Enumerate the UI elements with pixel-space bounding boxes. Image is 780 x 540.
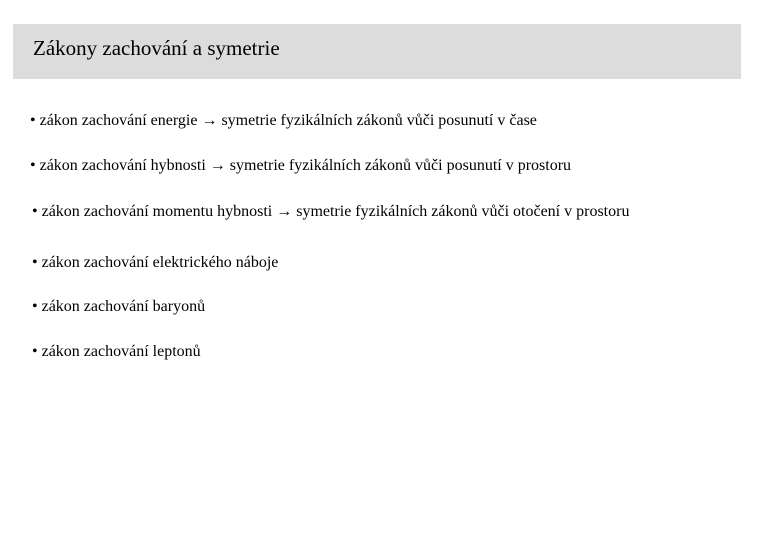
bullet-item-electric-charge: • zákon zachování elektrického náboje	[32, 254, 279, 271]
bullet-item-leptons: • zákon zachování leptonů	[32, 343, 201, 360]
slide-title: Zákony zachování a symetrie	[33, 36, 280, 60]
bullet-item-energy: • zákon zachování energie → symetrie fyzikálních zákonů vůči posunutí v čase	[30, 112, 537, 129]
title-bar	[13, 24, 741, 79]
bullet-item-momentum: • zákon zachování hybnosti → symetrie fyzikálních zákonů vůči posunutí v prostoru	[30, 157, 572, 174]
bullet-item-baryons: • zákon zachování baryonů	[32, 298, 206, 315]
bullet-item-angular-momentum: • zákon zachování momentu hybnosti → symetrie fyzikálních zákonů vůči otočení v prostoru	[32, 203, 630, 220]
